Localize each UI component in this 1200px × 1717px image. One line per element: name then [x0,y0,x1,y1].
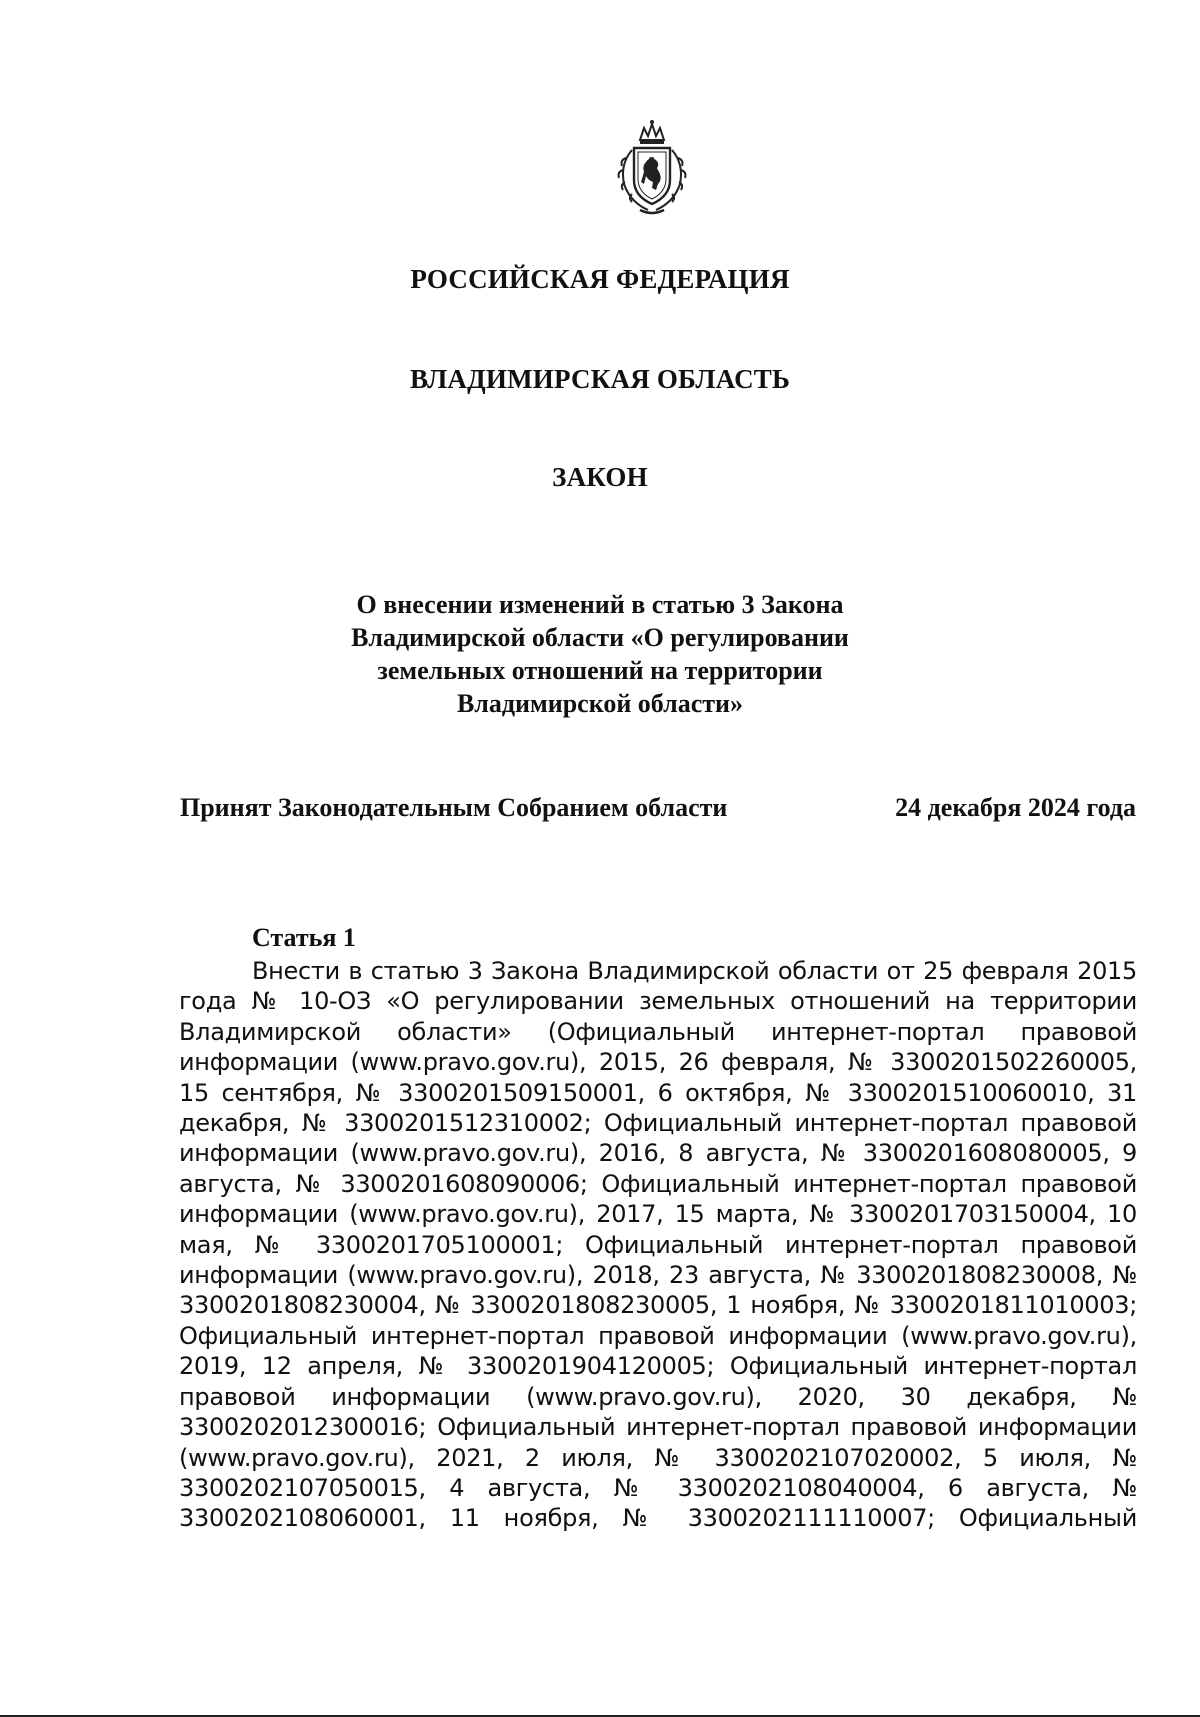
article-heading: Статья 1 [252,923,356,952]
adopted-by: Принят Законодательным Собранием области [180,793,728,822]
region-heading: ВЛАДИМИРСКАЯ ОБЛАСТЬ [409,364,791,394]
law-title-line: земельных отношений на территории [377,656,823,685]
adoption-date: 24 декабря 2024 года [895,793,1136,822]
law-title [300,588,900,720]
article-body: Внести в статью 3 Закона Владимирской области от 25 февраля 2015 года № 10-ОЗ «О регулировании земельных отношений на территории Владимирской области» (Официальный интернет-портал правовой информации (www.pravo.gov.ru), 2015, 26 февраля, № 3300201502260005, 15 сентября, № 3300201509150001, 6 октября, № 3300201510060010, 31 декабря, № 3300201512310002; Официальный интернет-портал правовой информации (www.pravo.gov.ru), 2016, 8 августа, № 3300201608080005, 9 августа, № 3300201608090006; Официальный интернет-портал правовой информации (www.pravo.gov.ru), 2017, 15 марта, № 3300201703150004, 10 мая, № 3300201705100001; Официальный интернет-портал правовой информации (www.pravo.gov.ru), 2018, 23 августа, № 3300201808230008, № 3300201808230004, № 3300201808230005, 1 ноября, № 3300201811010003; Официальный интернет-портал правовой информации (www.pravo.gov.ru), 2019, 12 апреля, № 3300201904120005; Официальный интернет-портал правовой информации (www.pravo.gov.ru), 2020, 30 декабря, № 3300202012300016; Официальный интернет-портал правовой информации (www.pravo.gov.ru), 2021, 2 июля, № 3300202107020002, 5 июля, № 3300202107050015, 4 августа, № 3300202108040004, 6 августа, № 3300202108060001, 11 ноября, № 3300202111110007; Официальный [179,957,1137,1533]
document-type-heading: ЗАКОН [552,462,648,492]
law-title-line: Владимирской области «О регулировании [351,623,849,652]
law-title-line: О внесении изменений в статью 3 Закона [356,590,844,619]
coat-of-arms-icon [602,118,702,218]
law-title-line: Владимирской области» [456,689,744,718]
federation-heading: РОССИЙСКАЯ ФЕДЕРАЦИЯ [410,264,790,294]
